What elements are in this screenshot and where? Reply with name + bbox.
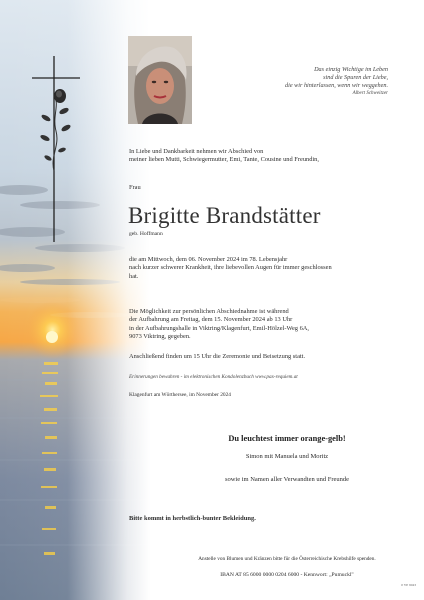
salutation: Frau: [129, 184, 141, 191]
deceased-name: Brigitte Brandstätter: [128, 203, 321, 228]
intro-text: [129, 148, 319, 165]
family-signature: Simon mit Manuela und Moritz: [245, 453, 329, 460]
portrait-photo: [128, 36, 192, 124]
death-notice-line: nach kurzer schwerer Krankheit, ihre liebevollen Augen für immer geschlossen: [129, 264, 332, 272]
quote-line: Das einzig Wichtige im Leben: [314, 66, 388, 73]
print-code: 0 YP 9043: [401, 583, 416, 587]
place-date: Klagenfurt am Wörthersee, im November 2024: [129, 392, 231, 398]
quote-author: Albert Schweitzer: [352, 91, 388, 96]
cross-with-rose-icon: [30, 56, 90, 242]
death-notice: [129, 256, 332, 281]
farewell-line: 9073 Viktring, gegeben.: [129, 332, 191, 340]
donation-note: Anstelle von Blumen und Kränzen bitte für die Österreichische Krebshilfe spenden.: [198, 556, 376, 562]
death-notice-line: die am Mittwoch, dem 06. November 2024 im 78. Lebensjahr: [129, 256, 288, 263]
ceremony-info: Anschließend finden um 15 Uhr die Zeremonie und Beisetzung statt.: [129, 353, 306, 360]
quote-block: [200, 66, 388, 98]
intro-line: In Liebe und Dankbarkeit nehmen wir Abschied von: [129, 148, 264, 155]
farewell-info: [129, 308, 309, 341]
maiden-name: geb. Hoffmann: [129, 231, 163, 237]
condolence-note: Erinnerungen bewahren - im elektronischen Kondolenzbuch www.pax-requiem.at: [129, 374, 298, 380]
farewell-line: in der Aufbahrungshalle in Viktring/Klagenfurt, Emil-Hölzel-Weg 6A,: [129, 324, 310, 332]
donation-iban: IBAN AT 85 6000 0000 0204 6000 - Kennwort: „Pumuckl": [220, 572, 354, 578]
relatives-line: sowie im Namen aller Verwandten und Freunde: [224, 476, 350, 483]
death-notice-line: hat.: [129, 272, 139, 280]
dress-request: Bitte kommt in herbstlich-bunter Bekleidung.: [129, 515, 256, 522]
intro-line: meiner lieben Mutti, Schwiegermutter, Emi, Tante, Cousine und Freundin,: [129, 156, 319, 164]
quote-line: sind die Spuren der Liebe,: [323, 74, 388, 81]
farewell-line: Die Möglichkeit zur persönlichen Abschiednahme ist während: [129, 308, 289, 315]
quote-line: die wir hinterlassen, wenn wir weggehen.: [285, 82, 388, 89]
farewell-line: der Aufbahrung am Freitag, dem 15. November 2024 ab 13 Uhr: [129, 316, 293, 324]
headline: Du leuchtest immer orange-gelb!: [228, 434, 346, 443]
